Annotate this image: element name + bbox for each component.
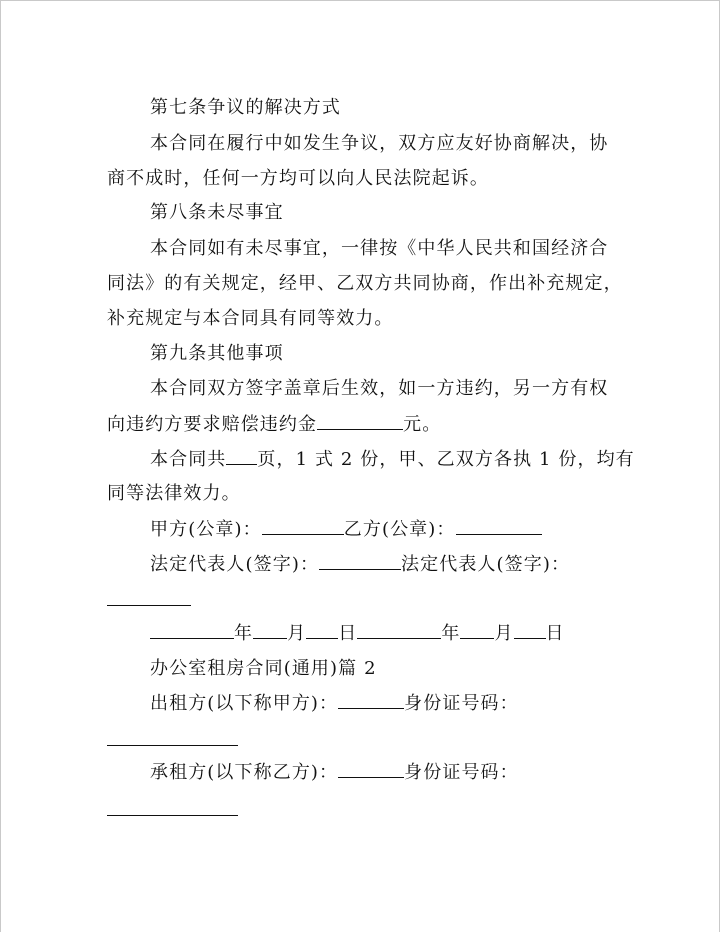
month-a-blank[interactable]: [253, 621, 287, 639]
representative-line: [150, 552, 570, 577]
penalty-unit: 元。: [403, 414, 442, 435]
lessor-name-blank[interactable]: [338, 691, 404, 709]
day-b-blank[interactable]: [514, 621, 546, 639]
month-a-label: 月: [287, 623, 307, 644]
lessor-line: [150, 691, 519, 716]
pages-label: 本合同共: [150, 449, 227, 470]
rep-b-blank[interactable]: [107, 604, 191, 606]
section-9-text-line-4: 同等法律效力。: [107, 483, 241, 504]
penalty-amount-blank[interactable]: [317, 412, 403, 430]
day-b-label: 日: [545, 623, 565, 644]
lessee-id-blank[interactable]: [107, 814, 238, 816]
party-seal-line: [150, 517, 542, 542]
rep-a-label: 法定代表人(签字)：: [150, 554, 320, 575]
rep-b-label: 法定代表人(签字)：: [401, 554, 571, 575]
month-b-blank[interactable]: [460, 621, 494, 639]
lessee-label: 承租方(以下称乙方)：: [150, 762, 339, 783]
lessee-name-blank[interactable]: [338, 760, 404, 778]
lessor-id-blank[interactable]: [107, 744, 238, 746]
month-b-label: 月: [494, 623, 514, 644]
party-b-seal-blank[interactable]: [456, 517, 542, 535]
section-8-text-line-2: 同法》的有关规定，经甲、乙双方共同协商，作出补充规定，: [107, 273, 623, 294]
lessee-line: [150, 760, 519, 785]
day-a-blank[interactable]: [306, 621, 338, 639]
day-a-label: 日: [338, 623, 358, 644]
party-a-seal-blank[interactable]: [262, 517, 344, 535]
section-7-text-line-1: 本合同在履行中如发生争议，双方应友好协商解决，协: [150, 133, 609, 154]
section-7-title: 第七条争议的解决方式: [150, 97, 341, 118]
section-8-title: 第八条未尽事宜: [150, 202, 284, 223]
date-line: [150, 621, 565, 646]
year-a-label: 年: [234, 623, 254, 644]
section-8-text-line-3: 补充规定与本合同具有同等效力。: [107, 308, 394, 329]
article-2-title: 办公室租房合同(通用)篇 2: [150, 658, 377, 679]
section-9-text-line-2: [107, 412, 441, 437]
lessor-id-label: 身份证号码：: [404, 693, 519, 714]
lessee-id-label: 身份证号码：: [404, 762, 519, 783]
section-9-text-line-3: [150, 447, 635, 472]
lessor-label: 出租方(以下称甲方)：: [150, 693, 339, 714]
page-count-blank[interactable]: [226, 447, 257, 465]
rep-a-blank[interactable]: [319, 552, 401, 570]
party-a-seal-label: 甲方(公章)：: [150, 519, 262, 540]
section-7-text-line-2: 商不成时，任何一方均可以向人民法院起诉。: [107, 168, 489, 189]
section-9-text-line-1: 本合同双方签字盖章后生效，如一方违约，另一方有权: [150, 378, 609, 399]
year-b-blank[interactable]: [357, 621, 441, 639]
section-8-text-line-1: 本合同如有未尽事宜，一律按《中华人民共和国经济合: [150, 238, 609, 259]
copies-text: 页，1 式 2 份，甲、乙双方各执 1 份，均有: [257, 449, 635, 470]
year-b-label: 年: [441, 623, 461, 644]
party-b-seal-label: 乙方(公章)：: [343, 519, 456, 540]
year-a-blank[interactable]: [150, 621, 234, 639]
section-9-title: 第九条其他事项: [150, 343, 284, 364]
penalty-label: 向违约方要求赔偿违约金: [107, 414, 318, 435]
